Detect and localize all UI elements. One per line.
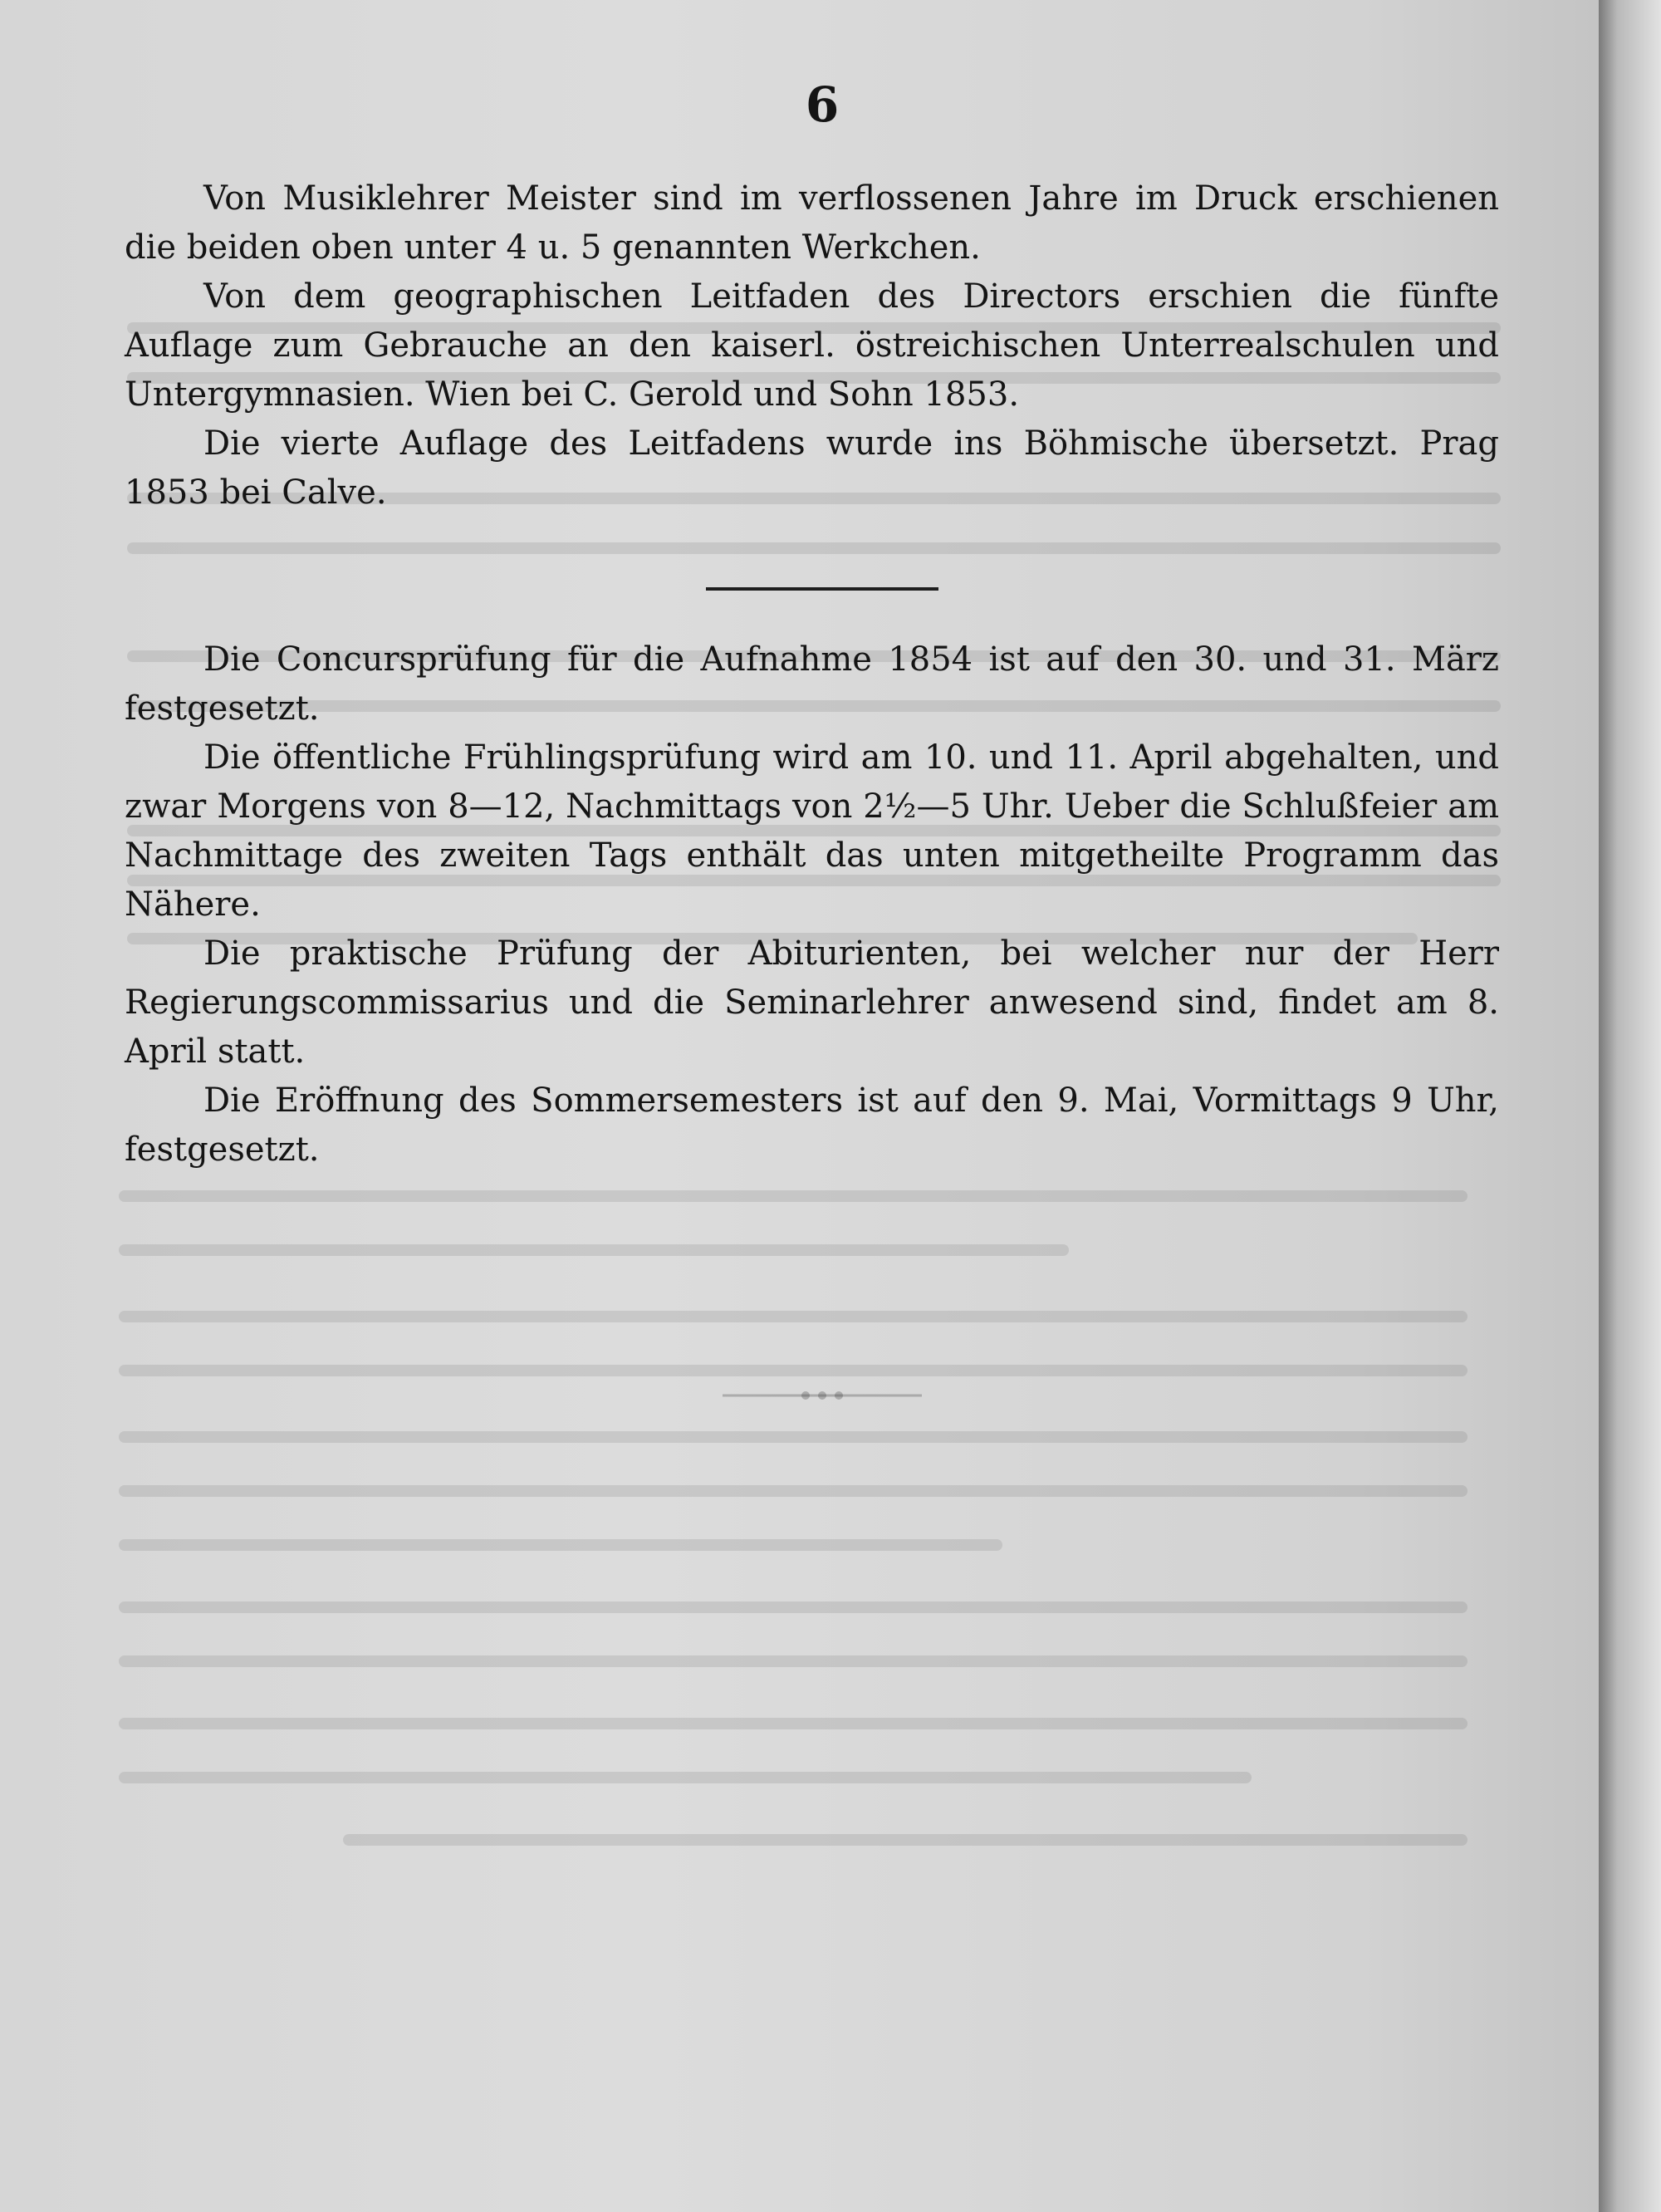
section-divider bbox=[706, 587, 938, 591]
text-block-upper bbox=[125, 174, 1499, 517]
paragraph: Die Concursprüfung für die Aufnahme 1854 ist auf den 30. und 31. März festgesetzt. bbox=[125, 640, 1499, 728]
text-block-lower bbox=[125, 635, 1499, 1175]
paragraph: Die praktische Prüfung der Abiturienten, bei welcher nur der Herr Regierungscommissarius und die Seminarlehrer anwesend sind, findet am 8. April statt. bbox=[125, 934, 1499, 1071]
paragraph: Von Musiklehrer Meister sind im verflossenen Jahre im Druck erschienen die beiden oben unter 4 u. 5 genannten Werkchen. bbox=[125, 179, 1499, 267]
paragraph: Die vierte Auflage des Leitfadens wurde ins Böhmische übersetzt. Prag 1853 bei Calve. bbox=[125, 424, 1499, 512]
book-gutter bbox=[1599, 0, 1661, 2212]
flourish-ornament bbox=[723, 1389, 922, 1402]
page-number: 6 bbox=[805, 76, 840, 133]
paragraph: Die öffentliche Frühlingsprüfung wird am 10. und 11. April abgehalten, und zwar Morgens von 8—12, Nachmittags von 2½—5 Uhr. Ueber die Schlußfeier am Nachmittage des zweiten Tags enthält das unten mitgetheilte Programm das Nähere. bbox=[125, 738, 1499, 924]
paragraph: Die Eröffnung des Sommersemesters ist auf den 9. Mai, Vormittags 9 Uhr, festgesetzt. bbox=[125, 1081, 1499, 1169]
paragraph: Von dem geographischen Leitfaden des Directors erschien die fünfte Auflage zum Gebrauche an den kaiserl. östreichischen Unterrealschulen und Untergymnasien. Wien bei C. Gerold und Sohn 1853. bbox=[125, 277, 1499, 414]
